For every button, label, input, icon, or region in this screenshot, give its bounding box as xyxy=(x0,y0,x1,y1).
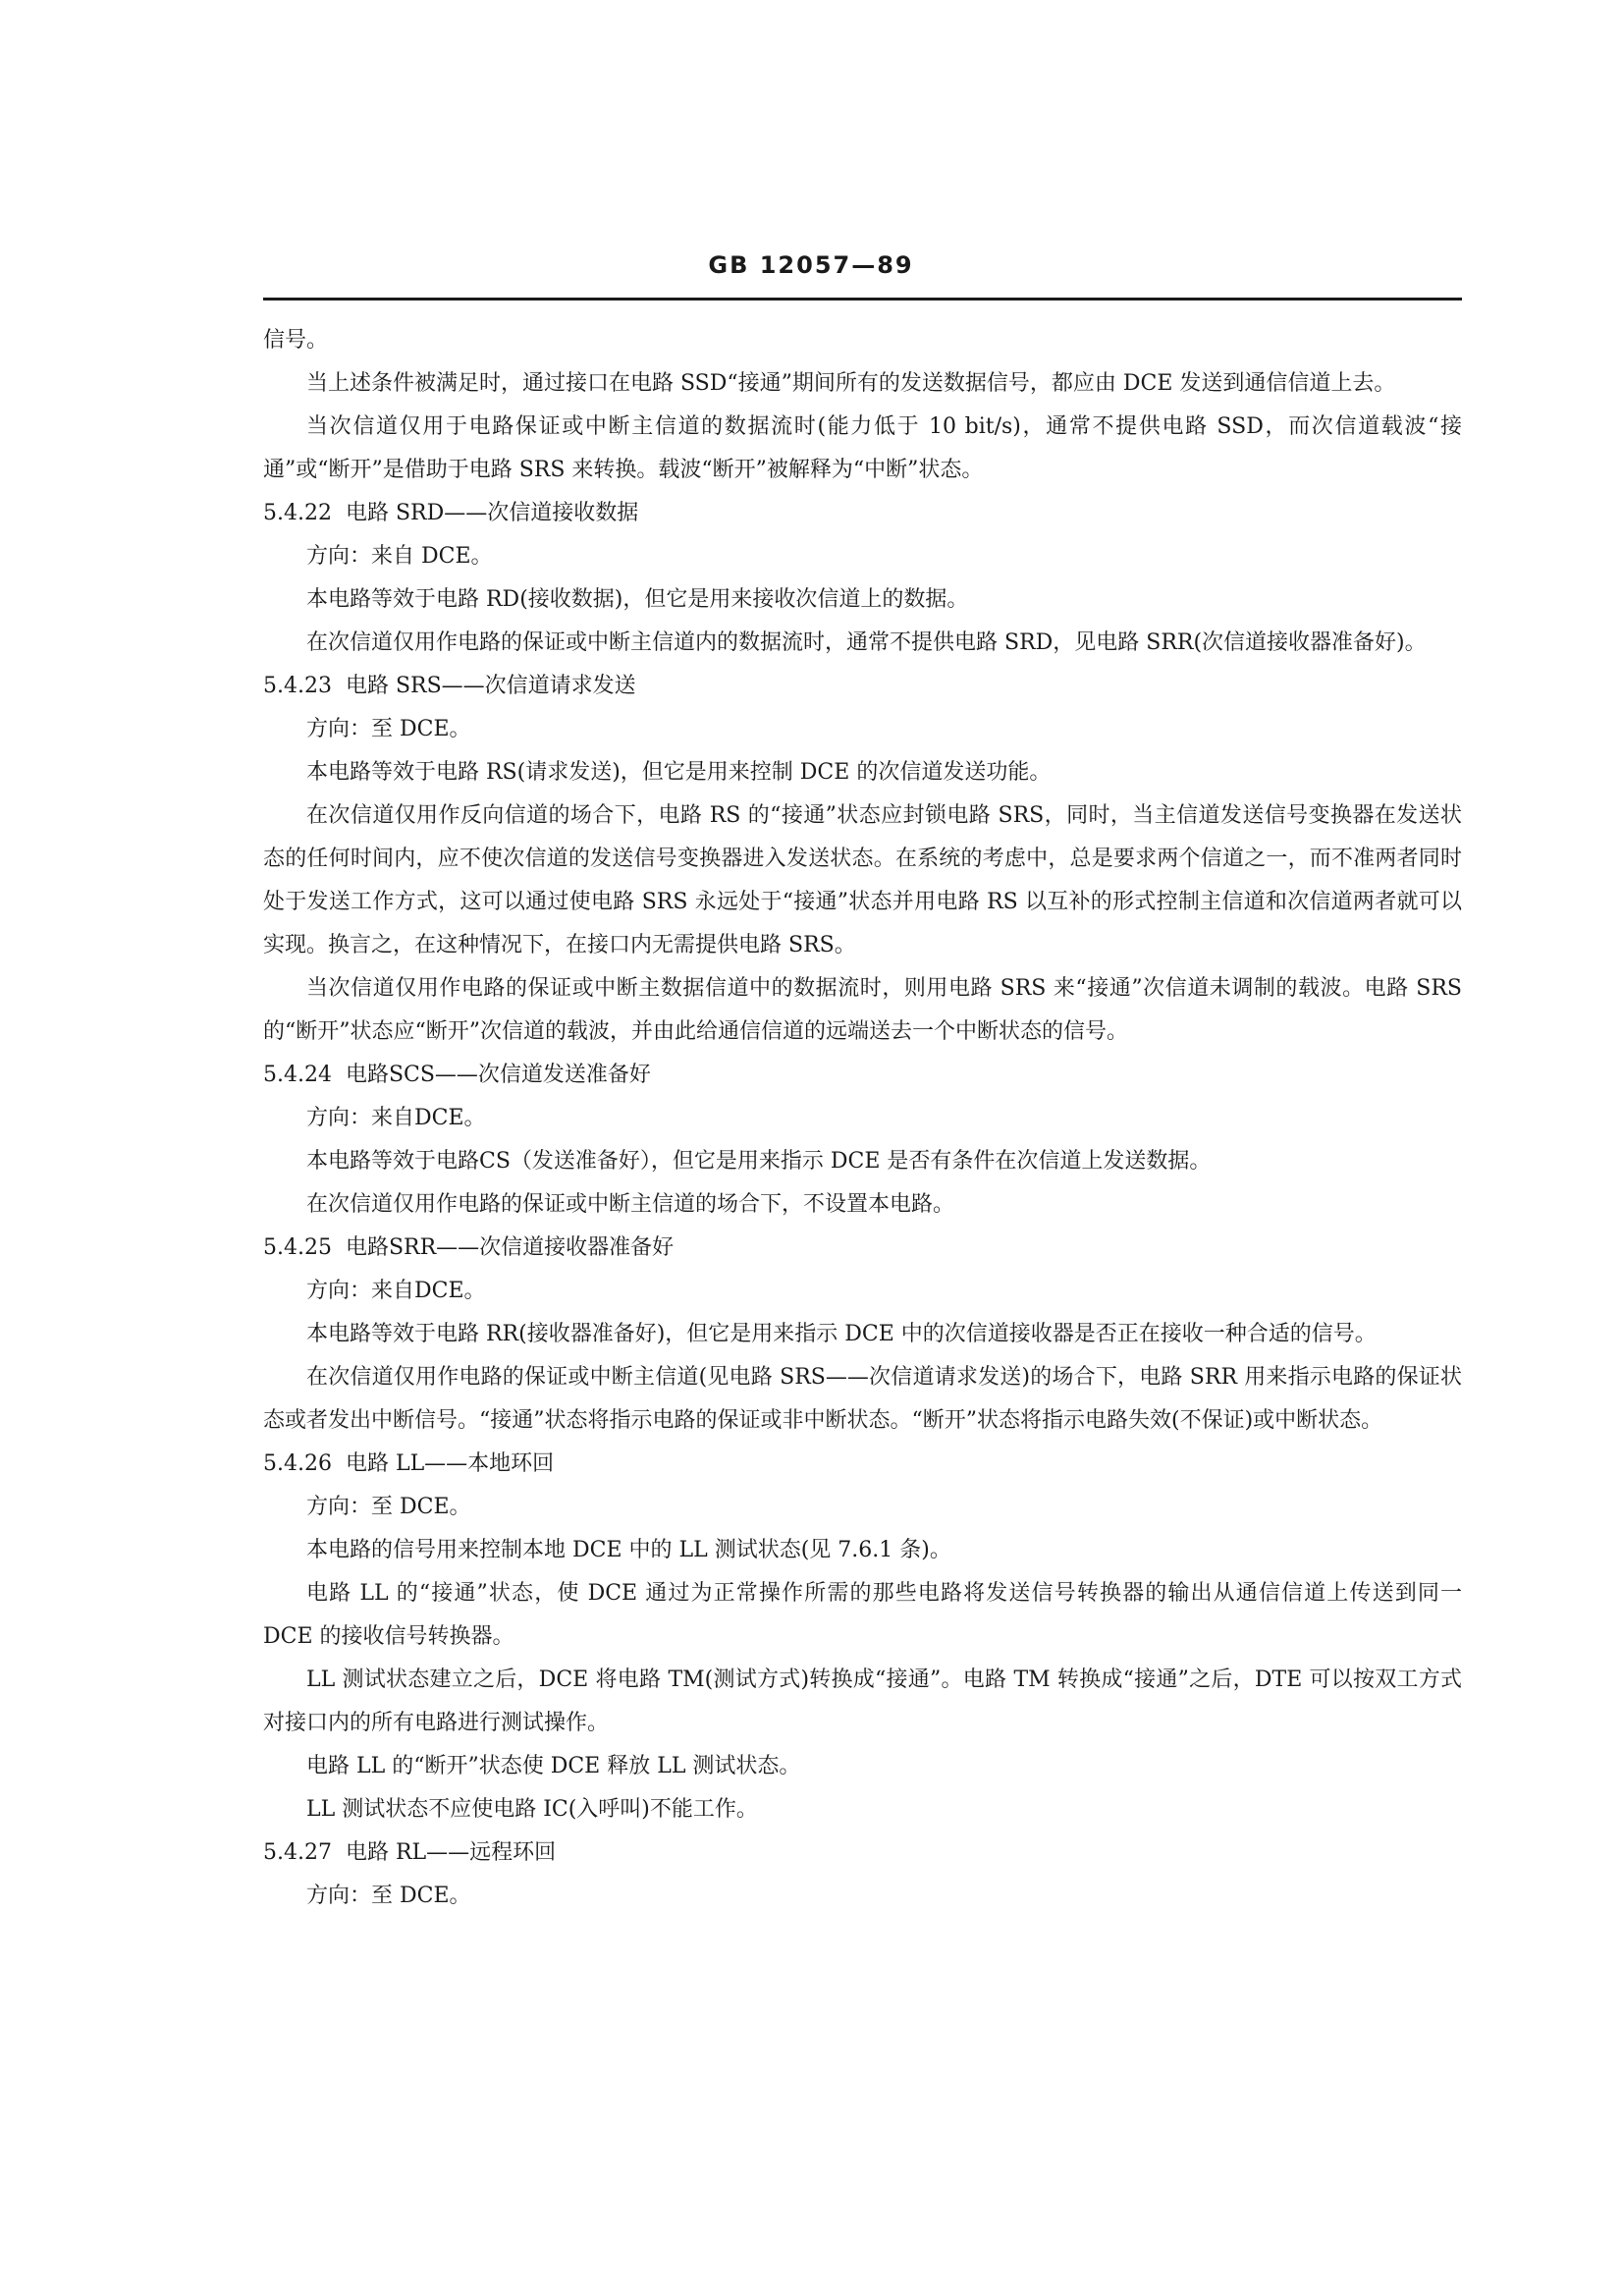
section-heading: 5.4.27 电路 RL——远程环回 xyxy=(263,1840,557,1865)
section-heading: 5.4.26 电路 LL——本地环回 xyxy=(263,1451,555,1476)
standard-number-header: GB 12057—89 xyxy=(708,251,914,279)
body-paragraph: 本电路等效于电路 RD(接收数据)，但它是用来接收次信道上的数据。 xyxy=(306,587,969,612)
body-paragraph: 方向：来自DCE。 xyxy=(306,1279,486,1303)
body-paragraph: 当上述条件被满足时，通过接口在电路 SSD“接通”期间所有的发送数据信号，都应由 DCE 发送到通信信道上去。 xyxy=(306,371,1396,396)
header-rule xyxy=(263,298,1462,301)
body-paragraph: 在次信道仅用作反向信道的场合下，电路 RS 的“接通”状态应封锁电路 SRS，同时，当主信道发送信号变换器在发送状态的任何时间内，应不使次信道的发送信号变换器进入发送状态。在系统的考虑中，总是要求两个信道之一，而不准两者同时处于发送工作方式，这可以通过使电路 SRS 永远处于“接通”状态并用电路 RS 以互补的形式控制主信道和次信道两者就可以实现。换言之，在这种情况下，在接口内无需提供电路 SRS。 xyxy=(263,803,1462,957)
body-paragraph: 本电路等效于电路 RR(接收器准备好)，但它是用来指示 DCE 中的次信道接收器是否正在接收一种合适的信号。 xyxy=(306,1322,1377,1346)
body-paragraph: LL 测试状态不应使电路 IC(入呼叫)不能工作。 xyxy=(306,1797,758,1822)
body-paragraph: 电路 LL 的“接通”状态，使 DCE 通过为正常操作所需的那些电路将发送信号转换器的输出从通信信道上传送到同一 DCE 的接收信号转换器。 xyxy=(263,1581,1462,1649)
body-paragraph: 电路 LL 的“断开”状态使 DCE 释放 LL 测试状态。 xyxy=(306,1754,801,1778)
body-paragraph: 方向：至 DCE。 xyxy=(306,1884,471,1908)
body-paragraph: 当次信道仅用作电路的保证或中断主数据信道中的数据流时，则用电路 SRS 来“接通”次信道未调制的载波。电路 SRS 的“断开”状态应“断开”次信道的载波，并由此给通信信道的远端送去一个中断状态的信号。 xyxy=(263,976,1462,1044)
body-paragraph: LL 测试状态建立之后，DCE 将电路 TM(测试方式)转换成“接通”。电路 TM 转换成“接通”之后，DTE 可以按双工方式对接口内的所有电路进行测试操作。 xyxy=(263,1667,1462,1735)
body-paragraph: 方向：至 DCE。 xyxy=(306,1495,471,1519)
body-paragraph: 在次信道仅用作电路的保证或中断主信道内的数据流时，通常不提供电路 SRD，见电路 SRR(次信道接收器准备好)。 xyxy=(306,630,1427,655)
section-heading: 5.4.24 电路SCS——次信道发送准备好 xyxy=(263,1063,651,1087)
section-heading: 5.4.22 电路 SRD——次信道接收数据 xyxy=(263,501,639,525)
body-paragraph: 在次信道仅用作电路的保证或中断主信道(见电路 SRS——次信道请求发送)的场合下，电路 SRR 用来指示电路的保证状态或者发出中断信号。“接通”状态将指示电路的保证或非中断状态。“断开”状态将指示电路失效(不保证)或中断状态。 xyxy=(263,1365,1462,1433)
body-paragraph: 方向：来自 DCE。 xyxy=(306,544,493,569)
section-heading: 5.4.25 电路SRR——次信道接收器准备好 xyxy=(263,1235,675,1260)
section-heading: 5.4.23 电路 SRS——次信道请求发送 xyxy=(263,674,636,698)
body-paragraph: 方向：来自DCE。 xyxy=(306,1106,486,1130)
body-paragraph: 当次信道仅用于电路保证或中断主信道的数据流时(能力低于 10 bit/s)，通常不提供电路 SSD，而次信道载波“接通”或“断开”是借助于电路 SRS 来转换。载波“断开”被解释为“中断”状态。 xyxy=(263,414,1462,482)
body-paragraph: 本电路的信号用来控制本地 DCE 中的 LL 测试状态(见 7.6.1 条)。 xyxy=(306,1538,951,1562)
document-body xyxy=(263,319,1462,1918)
body-paragraph: 在次信道仅用作电路的保证或中断主信道的场合下，不设置本电路。 xyxy=(306,1192,955,1217)
body-paragraph: 方向：至 DCE。 xyxy=(306,717,471,741)
body-paragraph: 本电路等效于电路 RS(请求发送)，但它是用来控制 DCE 的次信道发送功能。 xyxy=(306,760,1052,785)
body-paragraph: 本电路等效于电路CS（发送准备好），但它是用来指示 DCE 是否有条件在次信道上发送数据。 xyxy=(306,1149,1212,1174)
body-paragraph: 信号。 xyxy=(263,328,329,353)
